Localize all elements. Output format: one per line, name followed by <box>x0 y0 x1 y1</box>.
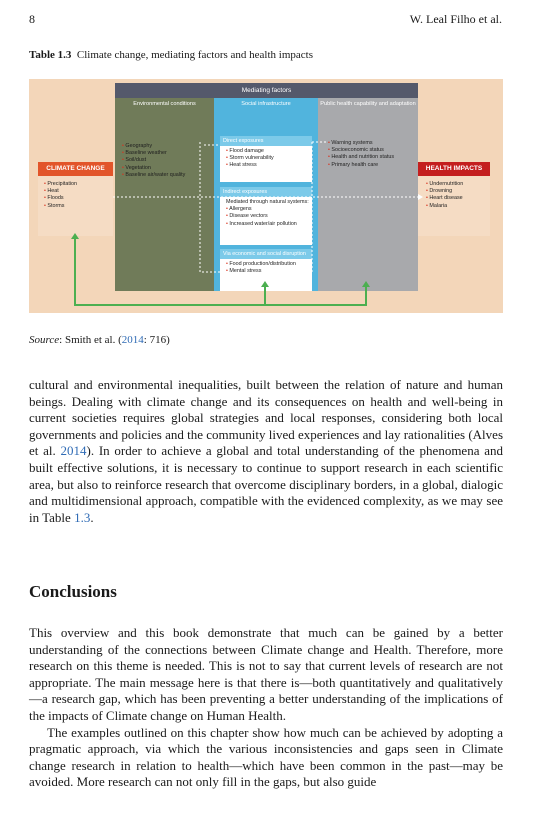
indirect-exposures-box <box>220 187 312 245</box>
list-item: • Drowning <box>426 188 463 195</box>
list-item: • Malaria <box>426 203 463 210</box>
source-label: Source <box>29 334 60 346</box>
list-item: • Undernutrition <box>426 181 463 188</box>
list-item: • Baseline weather <box>122 150 210 157</box>
running-header-authors: W. Leal Filho et al. <box>409 12 502 26</box>
social-infrastructure-column <box>214 98 318 291</box>
public-health-list <box>328 140 416 169</box>
climate-change-box <box>38 162 113 236</box>
environmental-conditions-column <box>115 98 214 291</box>
body-paragraph: The examples outlined on this chapter show how much can be achieved by adopting a pragmatic approach, via which the various inconsistencies and gaps seen in Climate change research in relation to health—which have been common in the past—may be avoided. More research can not only fill in the gaps, but also guide <box>29 724 503 790</box>
citation-link[interactable]: 2014 <box>60 443 87 459</box>
paragraph-text: . <box>90 509 94 525</box>
economic-social-disruption-box <box>220 249 312 291</box>
climate-change-title: CLIMATE CHANGE <box>38 162 113 176</box>
conclusions-body <box>29 625 503 791</box>
indirect-exposures-lead: Mediated through natural systems: <box>226 199 309 205</box>
list-item: • Heat <box>44 188 77 195</box>
list-item: • Precipitation <box>44 181 77 188</box>
list-item: • Socioeconomic status <box>328 147 416 154</box>
list-item: • Heat stress <box>226 162 309 169</box>
source-text-before: Smith et al. ( <box>64 334 122 346</box>
health-impacts-list <box>426 181 463 210</box>
mediating-factors-header: Mediating factors <box>115 83 418 98</box>
environmental-conditions-list <box>122 143 210 179</box>
table-reference-link[interactable]: 1.3 <box>74 509 91 525</box>
list-item: • Storms <box>44 203 77 210</box>
list-item: • Heart disease <box>426 195 463 202</box>
list-item: • Mental stress <box>226 268 309 275</box>
indirect-exposures-title: Indirect exposures <box>220 187 312 197</box>
list-item: • Floods <box>44 195 77 202</box>
list-item: • Increased water/air pollution <box>226 221 309 228</box>
list-item: • Geography <box>122 143 210 150</box>
climate-change-list <box>44 181 77 210</box>
list-item: • Primary health care <box>328 162 416 169</box>
direct-exposures-title: Direct exposures <box>220 136 312 146</box>
table-caption <box>29 49 313 61</box>
list-item: • Flood damage <box>226 148 309 155</box>
social-infrastructure-title: Social infrastructure <box>241 101 291 107</box>
source-text-after: : 716) <box>143 334 170 346</box>
paragraph-text: cultural and environmental inequalities, built between the relation of nature and human beings. Dealing with climate change and its consequences on health and well-being in current societies requires global strategies and local responses, considering both local governments and policies and the community lived experiences and lay rationalities (Alves et al. <box>29 377 503 459</box>
body-paragraph: This overview and this book demonstrate that much can be gained by a better understanding of the connections between Climate change and Health. Therefore, more research on this theme is needed. This is not to say that current levels of research are not appropriate. The main message here is that there is—both quantitatively and qualitatively—a research gap, which has been preventing a better understanding of the implications of the impacts of Climate change on Human Health. <box>29 625 503 723</box>
climate-health-figure <box>29 79 503 313</box>
list-item: • Disease vectors <box>226 213 309 220</box>
table-caption-text: Climate change, mediating factors and health impacts <box>76 49 314 61</box>
page-number: 8 <box>29 12 35 26</box>
list-item: • Storm vulnerability <box>226 155 309 162</box>
public-health-title: Public health capability and adaptation <box>320 101 416 107</box>
section-heading: Conclusions <box>29 582 117 601</box>
figure-source: Source: Smith et al. (2014: 716) <box>29 334 170 346</box>
environmental-conditions-title: Environmental conditions <box>133 101 196 107</box>
list-item: • Vegetation <box>122 165 210 172</box>
paragraph-text: ). In order to achieve a global and total understanding of the phenomena and built effective solutions, it is necessary to continue to support research in each scientific area, but also to reinforce research that overcome disciplinary borders, in a global, dialogic and multidimensional approach, compatible with the evidenced complexity, as we may see in Table <box>29 443 503 525</box>
public-health-column <box>318 98 418 291</box>
health-impacts-title: HEALTH IMPACTS <box>418 162 490 176</box>
list-item: • Allergens <box>226 206 309 213</box>
list-item: • Soil/dust <box>122 157 210 164</box>
list-item: • Warning systems <box>328 140 416 147</box>
economic-social-disruption-title: Via economic and social disruption <box>220 249 312 259</box>
health-impacts-box <box>418 162 490 236</box>
direct-exposures-box <box>220 136 312 182</box>
source-year-link[interactable]: 2014 <box>121 334 144 346</box>
list-item: • Baseline air/water quality <box>122 172 210 179</box>
list-item: • Health and nutrition status <box>328 154 416 161</box>
list-item: • Food production/distribution <box>226 261 309 268</box>
body-paragraph <box>29 377 503 526</box>
table-label: Table 1.3 <box>29 49 72 61</box>
